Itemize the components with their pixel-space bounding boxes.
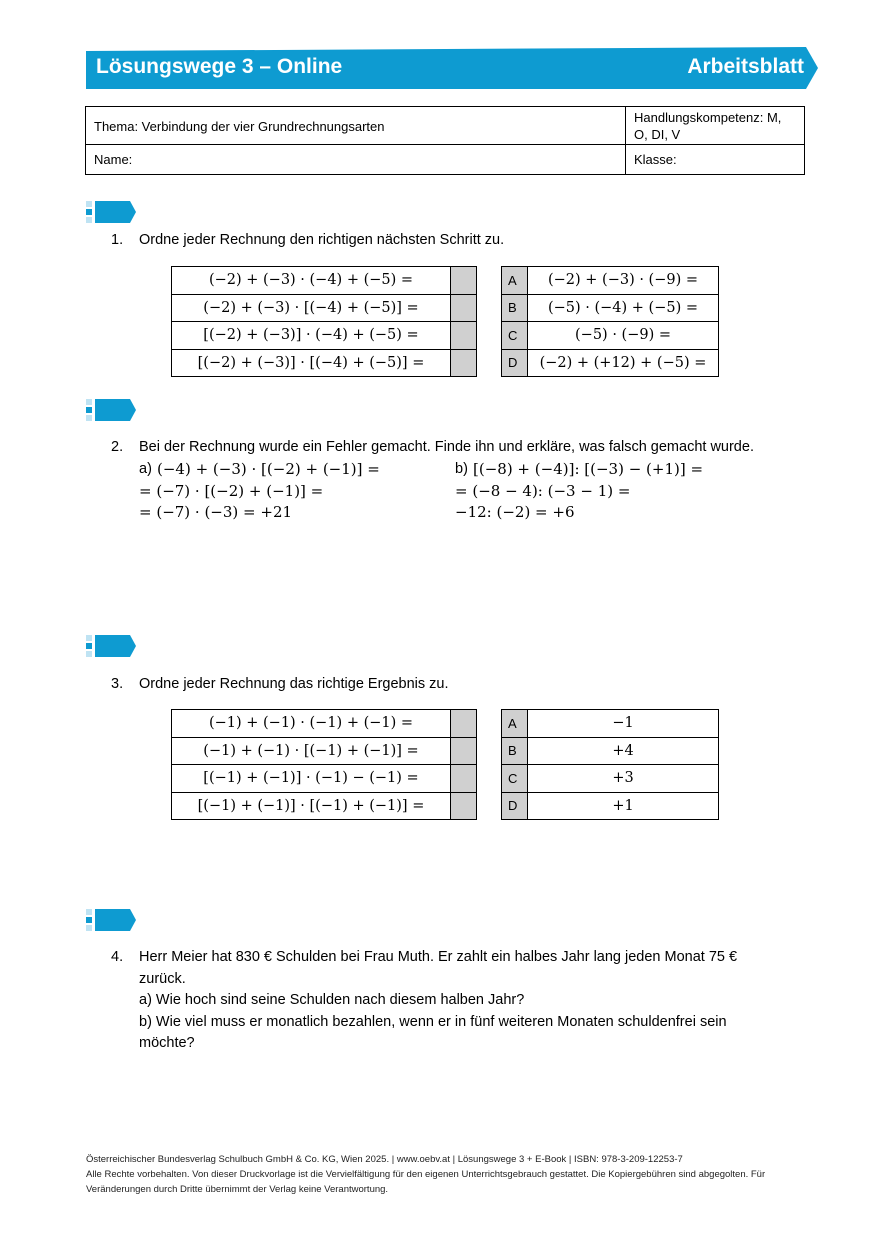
- table-row: [172, 267, 477, 295]
- option-expr: (−2) + (+12) + (−5) =: [528, 349, 719, 377]
- task1-left-expr: (−2) + (−3) · (−4) + (−5) =: [172, 267, 451, 295]
- task3-left-table: [171, 709, 477, 820]
- task1-text: Ordne jeder Rechnung den richtigen nächsten Schritt zu.: [139, 232, 505, 248]
- task2a-label: a): [139, 461, 152, 477]
- task-marker-icon: [86, 635, 138, 657]
- table-row: [502, 710, 719, 738]
- task1-number: 1.: [111, 232, 124, 248]
- task1-left-table: [171, 266, 477, 377]
- option-expr: +4: [528, 737, 719, 765]
- task-marker-icon: [86, 909, 138, 931]
- task4-line2: zurück.: [139, 971, 186, 987]
- table-row: [172, 792, 477, 820]
- option-letter: C: [502, 765, 528, 793]
- table-row: [502, 765, 719, 793]
- task2b-label: b): [455, 461, 468, 477]
- task1-left-expr: (−2) + (−3) · [(−4) + (−5)] =: [172, 294, 451, 322]
- table-row: [172, 710, 477, 738]
- info-table: [85, 106, 805, 175]
- task2a-line1: (−4) + (−3) · [(−2) + (−1)] =: [157, 460, 380, 478]
- option-expr: (−2) + (−3) · (−9) =: [528, 267, 719, 295]
- class-field[interactable]: Klasse:: [634, 152, 677, 167]
- table-row: [172, 322, 477, 350]
- competence-field-line2: O, DI, V: [634, 127, 681, 142]
- task3-left-expr: [(−1) + (−1)] · [(−1) + (−1)] =: [172, 792, 451, 820]
- footer-publisher: Österreichischer Bundesverlag Schulbuch GmbH & Co. KG, Wien 2025. | www.oebv.at | Lösungswege 3 + E-Book | ISBN: 978-3-209-12253-7: [86, 1154, 683, 1165]
- option-letter: D: [502, 349, 528, 377]
- option-expr: −1: [528, 710, 719, 738]
- task1-left-expr: [(−2) + (−3)] · (−4) + (−5) =: [172, 322, 451, 350]
- task3-text: Ordne jeder Rechnung das richtige Ergebnis zu.: [139, 676, 449, 692]
- option-letter: A: [502, 710, 528, 738]
- task3-number: 3.: [111, 676, 124, 692]
- footer-liability: Veränderungen durch Dritte übernimmt der Verlag keine Verantwortung.: [86, 1184, 389, 1195]
- answer-box[interactable]: [451, 349, 477, 377]
- task2-number: 2.: [111, 439, 124, 455]
- task-marker-icon: [86, 399, 138, 421]
- table-row: [502, 349, 719, 377]
- footer-rights: Alle Rechte vorbehalten. Von dieser Druckvorlage ist die Vervielfältigung für den eigenen Unterrichtsgebrauch gestattet. Die Kopiergebühren sind abgegolten. Für: [86, 1169, 766, 1180]
- option-expr: (−5) · (−9) =: [528, 322, 719, 350]
- option-expr: (−5) · (−4) + (−5) =: [528, 294, 719, 322]
- footer: [86, 1152, 806, 1197]
- answer-box[interactable]: [451, 765, 477, 793]
- answer-box[interactable]: [451, 710, 477, 738]
- topic-field: Thema: Verbindung der vier Grundrechnungsarten: [94, 119, 385, 134]
- option-expr: +1: [528, 792, 719, 820]
- answer-box[interactable]: [451, 294, 477, 322]
- option-letter: B: [502, 294, 528, 322]
- header-worksheet-label: Arbeitsblatt: [687, 55, 804, 78]
- task2-text: Bei der Rechnung wurde ein Fehler gemacht. Finde ihn und erkläre, was falsch gemacht wurde.: [139, 439, 754, 455]
- task4-question-a: a) Wie hoch sind seine Schulden nach diesem halben Jahr?: [139, 992, 525, 1008]
- answer-box[interactable]: [451, 792, 477, 820]
- answer-box[interactable]: [451, 322, 477, 350]
- option-letter: B: [502, 737, 528, 765]
- competence-field-line1: Handlungskompetenz: M,: [634, 110, 782, 125]
- task-marker-icon: [86, 201, 138, 223]
- answer-box[interactable]: [451, 737, 477, 765]
- task3-right-table: [501, 709, 719, 820]
- table-row: [172, 765, 477, 793]
- option-letter: D: [502, 792, 528, 820]
- task2b-line2: = (−8 − 4): (−3 − 1) =: [455, 482, 631, 500]
- answer-box[interactable]: [451, 267, 477, 295]
- table-row: [502, 294, 719, 322]
- table-row: [172, 737, 477, 765]
- task1-right-table: [501, 266, 719, 377]
- task4-question-b: b) Wie viel muss er monatlich bezahlen, wenn er in fünf weiteren Monaten schuldenfrei sein: [139, 1014, 727, 1030]
- task3-left-expr: (−1) + (−1) · (−1) + (−1) =: [172, 710, 451, 738]
- task2b-line1: [(−8) + (−4)]: [(−3) − (+1)] =: [473, 460, 704, 478]
- task2a-line2: = (−7) · [(−2) + (−1)] =: [139, 482, 324, 500]
- task4-number: 4.: [111, 949, 124, 965]
- table-row: [502, 267, 719, 295]
- table-row: [172, 294, 477, 322]
- task2a-line3: = (−7) · (−3) = +21: [139, 503, 293, 521]
- option-expr: +3: [528, 765, 719, 793]
- header-title: Lösungswege 3 – Online: [96, 55, 343, 78]
- table-row: [502, 792, 719, 820]
- task4-question-b-cont: möchte?: [139, 1035, 195, 1051]
- task2b-line3: −12: (−2) = +6: [455, 503, 575, 521]
- option-letter: C: [502, 322, 528, 350]
- table-row: [172, 349, 477, 377]
- table-row: [502, 737, 719, 765]
- task3-left-expr: (−1) + (−1) · [(−1) + (−1)] =: [172, 737, 451, 765]
- task3-left-expr: [(−1) + (−1)] · (−1) − (−1) =: [172, 765, 451, 793]
- table-row: [502, 322, 719, 350]
- task4-line1: Herr Meier hat 830 € Schulden bei Frau Muth. Er zahlt ein halbes Jahr lang jeden Monat 75 €: [139, 949, 738, 965]
- option-letter: A: [502, 267, 528, 295]
- name-field[interactable]: Name:: [94, 152, 133, 167]
- task1-left-expr: [(−2) + (−3)] · [(−4) + (−5)] =: [172, 349, 451, 377]
